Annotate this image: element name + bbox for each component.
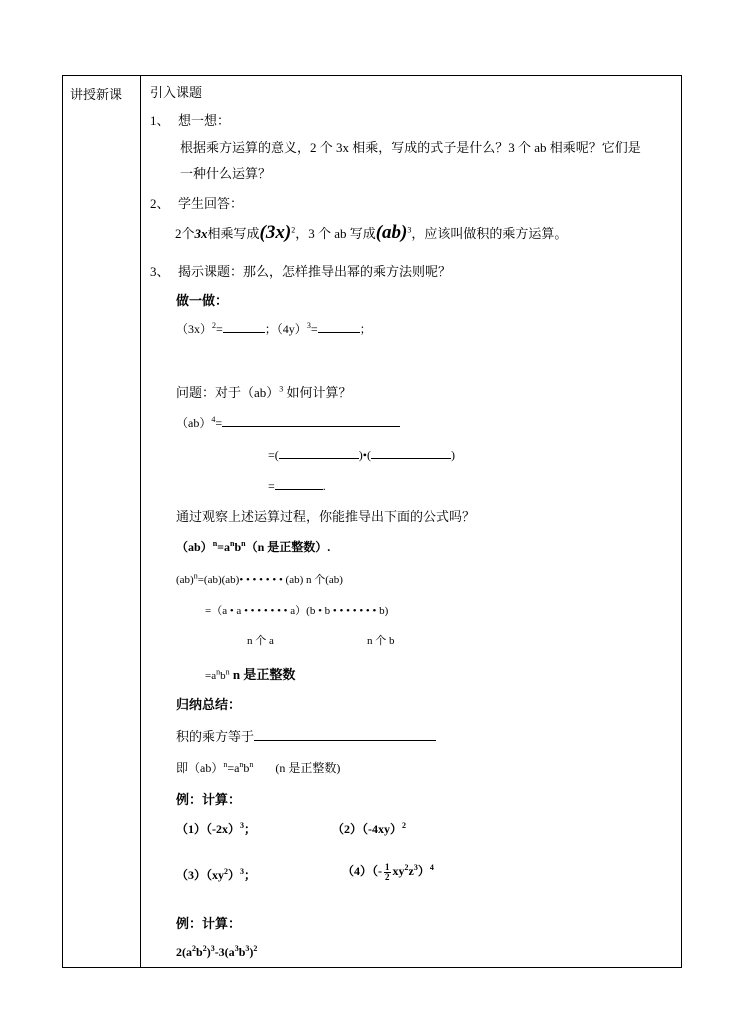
table-right-border bbox=[681, 75, 682, 968]
answer-blank[interactable] bbox=[371, 446, 451, 459]
item2-number: 2、 bbox=[150, 196, 170, 211]
answer-blank[interactable] bbox=[318, 320, 360, 333]
answer-blank[interactable] bbox=[254, 728, 436, 741]
derive-line2: =（a • a • • • • • • • a）(b • b • • • • • • • b) bbox=[205, 605, 389, 617]
item1-number: 1、 bbox=[150, 113, 170, 128]
answer-blank[interactable] bbox=[279, 446, 359, 459]
table-bottom-border bbox=[62, 967, 682, 968]
derive-label-a: n 个 a bbox=[247, 635, 274, 647]
item2-title: 学生回答： bbox=[178, 196, 244, 211]
example2-title: 例：计算： bbox=[176, 916, 242, 931]
summary-title: 归纳总结： bbox=[176, 697, 242, 712]
summary-formula: 即$(ab)^n=a^nb^n$ (n 是正整数) bbox=[176, 760, 341, 775]
example-1: $(1)(-2x)^3$； bbox=[176, 821, 257, 836]
section-label: 讲授新课 bbox=[70, 87, 123, 102]
item1-title: 想一想： bbox=[178, 113, 231, 128]
summary-line: 积的乘方等于 bbox=[176, 726, 436, 745]
exercise-line: $(3x)^2=$ ；$(4y)^3=$ ； bbox=[176, 321, 372, 336]
item1-line2: 一种什么运算？ bbox=[180, 166, 272, 181]
item3-number: 3、 bbox=[150, 264, 170, 279]
table-left-border bbox=[62, 75, 63, 968]
example-title: 例：计算： bbox=[176, 792, 242, 807]
table-top-border bbox=[62, 75, 682, 76]
question: 问题：对于（ab）$^3$ 如何计算？ bbox=[176, 384, 352, 400]
derive-line1: (ab)$^n$=(ab)(ab)• • • • • • • (ab) n 个(ab) bbox=[176, 571, 343, 586]
formula: $(ab)^n=a^nb^n(n$ 是正整数）. bbox=[176, 539, 331, 554]
do-title: 做一做： bbox=[176, 293, 229, 308]
item3-title: 揭示课题：那么，怎样推导出幂的乘方法则呢？ bbox=[178, 264, 452, 279]
calc-line1: （ab）$^4$= bbox=[176, 414, 400, 431]
derive-line4: $=a^nb^n$ n 是正整数 bbox=[205, 667, 296, 682]
fraction-one-half: $\frac{1}{2}$ bbox=[385, 861, 390, 882]
calc-line2: =( )•( ) bbox=[268, 448, 455, 462]
derive-label-b: n 个 b bbox=[367, 635, 395, 647]
item1-line1: 根据乘方运算的意义，2 个 3x 相乘，写成的式子是什么？3 个 ab 相乘呢？它们是 bbox=[180, 140, 641, 155]
example-4: （4）（- $\frac{1}{2}$ $xy^2z^3)^4$ bbox=[342, 861, 434, 882]
calc-line3: = . bbox=[268, 479, 326, 493]
observe-text: 通过观察上述运算过程，你能推导出下面的公式吗？ bbox=[176, 509, 476, 524]
example2-expression: $2(a^2b^2)^3-3(a^3b^3)^2$ bbox=[176, 944, 258, 959]
intro-title: 引入课题 bbox=[150, 85, 203, 100]
example-2: $(2)(-4xy)^2$ bbox=[332, 821, 406, 836]
answer-blank[interactable] bbox=[223, 320, 265, 333]
answer-blank[interactable] bbox=[222, 414, 400, 427]
answer-blank[interactable] bbox=[275, 477, 323, 490]
item2-answer: 2个3x相乘写成$(3x)^2$，3 个 ab 写成(ab)$^3$，应该叫做积的乘方运算。 bbox=[175, 222, 568, 243]
table-column-divider bbox=[140, 75, 141, 968]
example-3: $(3)(xy^2)^3$； bbox=[176, 867, 257, 882]
